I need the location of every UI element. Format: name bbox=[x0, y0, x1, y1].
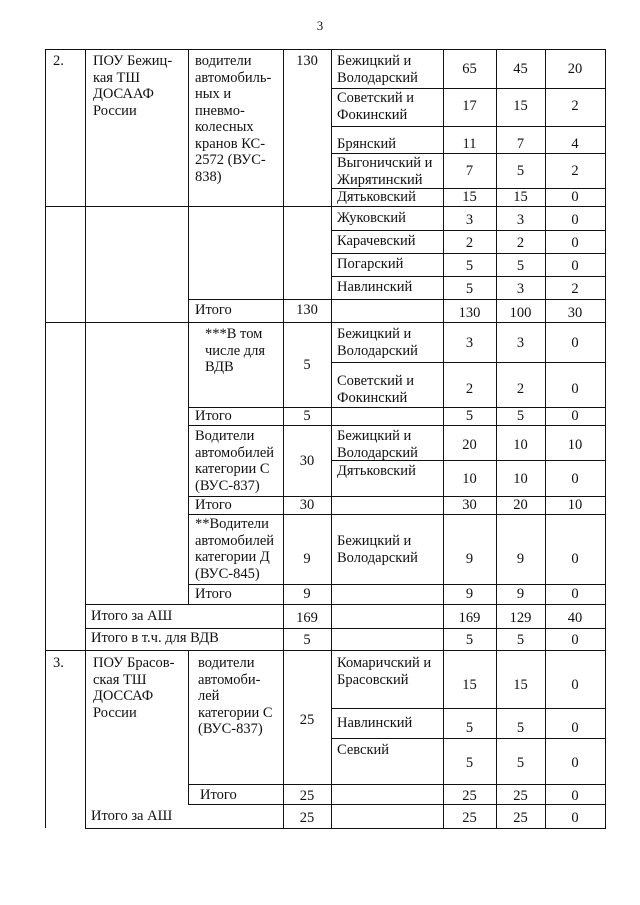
table-rule bbox=[45, 49, 606, 50]
district-value-b: 5 bbox=[516, 755, 525, 771]
district-value-b: 15 bbox=[513, 677, 528, 693]
specialty-total: 9 bbox=[303, 551, 311, 567]
school-total-a: 25 bbox=[462, 810, 477, 826]
district-name: Бежицкий и Володарский bbox=[337, 53, 418, 86]
district-value-a: 10 bbox=[462, 471, 477, 487]
district-value-b: 5 bbox=[516, 258, 525, 274]
district-value-c: 2 bbox=[571, 281, 579, 297]
subtotal-label: Итого bbox=[195, 497, 232, 513]
district-value-b: 5 bbox=[516, 163, 525, 179]
vdv-total-c: 0 bbox=[571, 632, 579, 648]
district-name: Жуковский bbox=[337, 210, 406, 226]
subtotal-a: 130 bbox=[458, 305, 481, 321]
district-name: Дятьковский bbox=[337, 463, 416, 479]
specialty-total: 30 bbox=[299, 453, 315, 469]
district-value-c: 0 bbox=[571, 258, 579, 274]
district-value-a: 20 bbox=[462, 437, 477, 453]
table-rule bbox=[85, 604, 606, 605]
district-value-b: 15 bbox=[513, 98, 528, 114]
subtotal-total: 5 bbox=[303, 408, 311, 424]
school-total-label: Итого за АШ bbox=[91, 808, 173, 824]
subtotal-b: 5 bbox=[516, 408, 525, 424]
district-value-c: 20 bbox=[567, 61, 583, 77]
district-value-c: 0 bbox=[571, 755, 579, 771]
district-value-a: 9 bbox=[465, 551, 474, 567]
district-value-b: 3 bbox=[516, 335, 525, 351]
page-number: 3 bbox=[316, 18, 324, 33]
district-value-a: 11 bbox=[462, 136, 477, 152]
specialty-total: 130 bbox=[296, 53, 318, 69]
district-value-b: 45 bbox=[513, 61, 528, 77]
table-rule bbox=[85, 49, 86, 828]
subtotal-c: 0 bbox=[571, 586, 579, 602]
table-rule bbox=[331, 708, 606, 709]
section-number: 3. bbox=[53, 655, 64, 671]
district-value-c: 0 bbox=[571, 335, 579, 351]
table-rule bbox=[45, 322, 606, 323]
district-value-b: 9 bbox=[516, 551, 525, 567]
district-value-b: 5 bbox=[516, 720, 525, 736]
subtotal-b: 9 bbox=[516, 586, 525, 602]
vdv-total-b: 5 bbox=[516, 632, 525, 648]
district-value-a: 2 bbox=[465, 381, 474, 397]
vdv-total-a: 5 bbox=[465, 632, 474, 648]
table-rule bbox=[188, 49, 189, 604]
subtotal-a: 30 bbox=[462, 497, 477, 513]
specialty-name: **Водители автомобилей категории Д (ВУС-845) bbox=[195, 516, 275, 582]
district-name: Карачевский bbox=[337, 233, 416, 249]
subtotal-a: 5 bbox=[465, 408, 474, 424]
vdv-total: 5 bbox=[303, 357, 311, 373]
table-rule bbox=[331, 253, 606, 254]
subtotal-a: 9 bbox=[465, 586, 474, 602]
subtotal-b: 100 bbox=[509, 305, 532, 321]
subtotal-total: 25 bbox=[299, 788, 315, 804]
district-value-a: 2 bbox=[465, 235, 474, 251]
table-rule bbox=[85, 828, 606, 829]
school-total-c: 0 bbox=[571, 810, 579, 826]
district-value-c: 2 bbox=[571, 98, 579, 114]
district-name: Дятьковский bbox=[337, 189, 416, 205]
table-rule bbox=[188, 784, 606, 785]
district-value-c: 0 bbox=[571, 677, 579, 693]
table-rule bbox=[331, 126, 606, 127]
subtotal-b: 20 bbox=[513, 497, 528, 513]
district-name: Советский и Фокинский bbox=[337, 373, 415, 406]
district-value-a: 3 bbox=[465, 335, 474, 351]
subtotal-c: 30 bbox=[567, 305, 583, 321]
district-value-b: 15 bbox=[513, 189, 528, 205]
training-allocation-table bbox=[45, 0, 605, 905]
school-name: ПОУ Бежиц- кая ТШ ДОСААФ России bbox=[93, 53, 173, 119]
section-number: 2. bbox=[53, 53, 64, 69]
district-name: Навлинский bbox=[337, 715, 413, 731]
district-name: Севский bbox=[337, 742, 390, 758]
district-value-a: 5 bbox=[465, 755, 474, 771]
district-value-c: 0 bbox=[571, 720, 579, 736]
specialty-name: Водители автомобилей категории С (ВУС-837) bbox=[195, 428, 275, 494]
vdv-grand-total: 5 bbox=[303, 632, 311, 648]
district-value-c: 0 bbox=[571, 381, 579, 397]
subtotal-b: 25 bbox=[513, 788, 528, 804]
district-value-b: 3 bbox=[516, 212, 525, 228]
subtotal-c: 10 bbox=[567, 497, 583, 513]
school-total: 25 bbox=[299, 810, 315, 826]
table-rule bbox=[331, 362, 606, 363]
district-value-a: 17 bbox=[462, 98, 477, 114]
district-name: Погарский bbox=[337, 256, 404, 272]
school-total-a: 169 bbox=[458, 610, 481, 626]
subtotal-label: Итого bbox=[195, 586, 232, 602]
district-value-a: 15 bbox=[462, 677, 477, 693]
district-name: Бежицкий и Володарский bbox=[337, 428, 418, 461]
district-value-b: 3 bbox=[516, 281, 525, 297]
school-total-b: 129 bbox=[509, 610, 532, 626]
district-name: Советский и Фокинский bbox=[337, 90, 415, 123]
district-name: Бежицкий и Володарский bbox=[337, 326, 418, 359]
table-rule bbox=[188, 650, 189, 804]
district-value-b: 10 bbox=[513, 471, 528, 487]
school-total-c: 40 bbox=[567, 610, 583, 626]
table-rule bbox=[331, 276, 606, 277]
district-name: Бежицкий и Володарский bbox=[337, 533, 418, 566]
district-value-a: 7 bbox=[465, 163, 474, 179]
school-name: ПОУ Брасов- ская ТШ ДОССАФ России bbox=[93, 655, 175, 721]
district-value-a: 5 bbox=[465, 281, 474, 297]
district-value-a: 65 bbox=[462, 61, 477, 77]
table-rule bbox=[45, 650, 606, 651]
subtotal-total: 130 bbox=[296, 302, 318, 318]
table-rule bbox=[331, 49, 332, 828]
school-total-b: 25 bbox=[513, 810, 528, 826]
district-value-c: 2 bbox=[571, 163, 579, 179]
district-value-c: 0 bbox=[571, 212, 579, 228]
district-value-c: 0 bbox=[571, 551, 579, 567]
district-value-b: 10 bbox=[513, 437, 528, 453]
table-rule bbox=[331, 738, 606, 739]
specialty-name: водители автомоби- лей категории С (ВУС-837) bbox=[198, 655, 273, 737]
table-rule bbox=[188, 299, 606, 300]
district-value-a: 3 bbox=[465, 212, 474, 228]
table-rule bbox=[188, 425, 606, 426]
subtotal-label: Итого bbox=[195, 408, 232, 424]
district-value-a: 15 bbox=[462, 189, 477, 205]
district-value-b: 7 bbox=[516, 136, 525, 152]
vdv-total-label: Итого в т.ч. для ВДВ bbox=[91, 630, 219, 646]
table-rule bbox=[331, 230, 606, 231]
district-name: Комаричский и Брасовский bbox=[337, 655, 432, 688]
district-value-c: 4 bbox=[571, 136, 579, 152]
district-value-c: 0 bbox=[571, 189, 579, 205]
district-value-c: 0 bbox=[571, 471, 579, 487]
specialty-total: 25 bbox=[299, 712, 315, 728]
district-value-b: 2 bbox=[516, 235, 525, 251]
table-rule bbox=[45, 49, 46, 828]
table-rule bbox=[605, 49, 606, 828]
table-rule bbox=[45, 206, 606, 207]
district-value-b: 2 bbox=[516, 381, 525, 397]
vdv-label: ***В том числе для ВДВ bbox=[205, 326, 266, 375]
subtotal-total: 30 bbox=[299, 497, 315, 513]
subtotal-a: 25 bbox=[462, 788, 477, 804]
district-value-a: 5 bbox=[465, 720, 474, 736]
subtotal-total: 9 bbox=[303, 586, 311, 602]
district-value-c: 0 bbox=[571, 235, 579, 251]
district-value-a: 5 bbox=[465, 258, 474, 274]
district-name: Выгоничский и Жирятинский bbox=[337, 155, 433, 188]
school-total-label: Итого за АШ bbox=[91, 608, 173, 624]
subtotal-c: 0 bbox=[571, 788, 579, 804]
subtotal-c: 0 bbox=[571, 408, 579, 424]
district-name: Навлинский bbox=[337, 279, 413, 295]
school-total: 169 bbox=[296, 610, 318, 626]
district-name: Брянский bbox=[337, 136, 397, 152]
subtotal-label: Итого bbox=[195, 302, 232, 318]
district-value-c: 10 bbox=[567, 437, 583, 453]
subtotal-label: Итого bbox=[200, 787, 237, 803]
specialty-name: водители автомобиль- ных и пневмо- колесных кранов КС- 2572 (ВУС- 838) bbox=[195, 53, 272, 185]
